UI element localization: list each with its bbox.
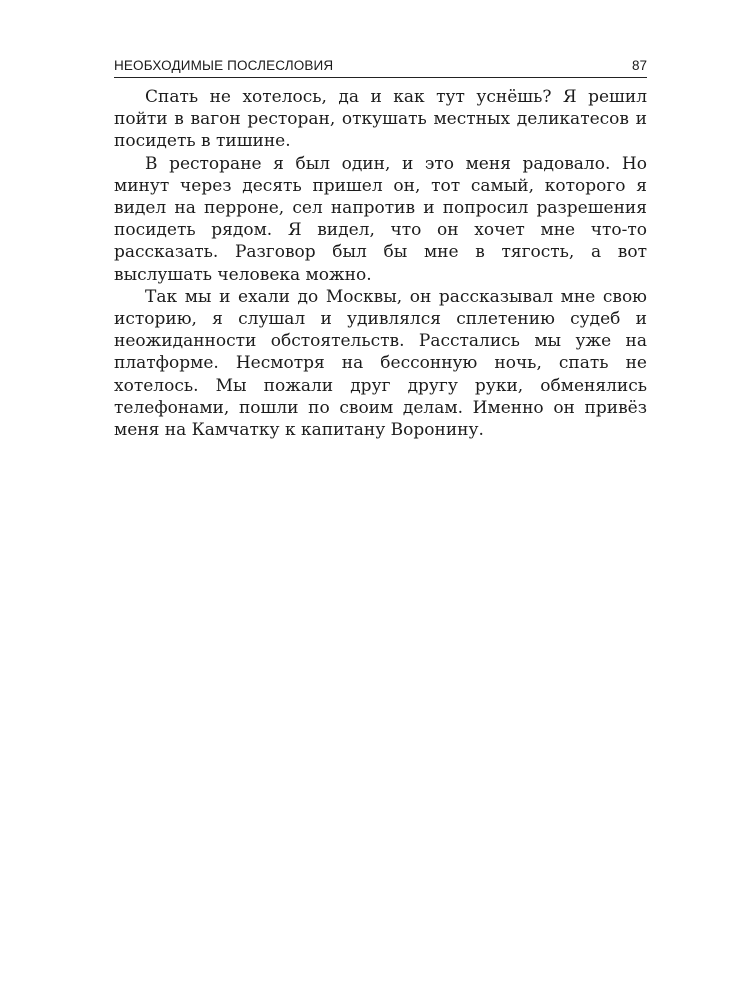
body-text xyxy=(114,86,647,441)
header-rule xyxy=(114,77,647,78)
paragraph: Спать не хотелось, да и как тут уснёшь? Я решил пойти в вагон ресторан, откушать местных деликатесов и посидеть в тишине. xyxy=(114,87,647,152)
paragraph: Так мы и ехали до Москвы, он рассказывал мне свою историю, я слушал и удивлялся сплетению судеб и неожиданности обстоятельств. Расстались мы уже на платформе. Несмотря на бессонную ночь, спать не хотелось. Мы пожали друг другу руки, обменялись телефонами, пошли по своим делам. Именно он привёз меня на Камчатку к капитану Воронину. xyxy=(114,286,647,441)
section-title: НЕОБХОДИМЫЕ ПОСЛЕСЛОВИЯ xyxy=(114,58,334,73)
running-head xyxy=(114,58,647,76)
page-number: 87 xyxy=(631,58,647,73)
paragraph: В ресторане я был один, и это меня радовало. Но минут через десять пришел он, тот самый, которого я видел на перроне, сел напротив и попросил разрешения посидеть рядом. Я видел, что он хочет мне что-то рассказать. Разговор был бы мне в тягость, а вот выслушать человека можно. xyxy=(114,153,647,285)
